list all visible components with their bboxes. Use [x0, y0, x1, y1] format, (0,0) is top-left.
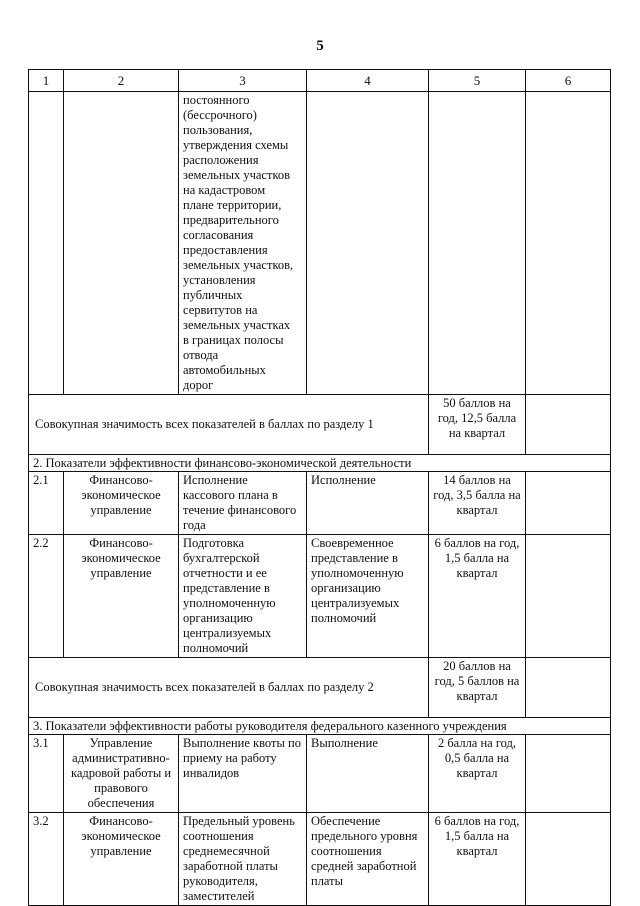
cell-note — [526, 535, 611, 658]
header-col-1: 1 — [29, 70, 64, 92]
indicators-table — [28, 69, 611, 906]
cell-responsible: Финансово-экономическое управление — [64, 535, 179, 658]
cell-num — [29, 92, 64, 395]
total-label: Совокупная значимость всех показателей в баллах по разделу 2 — [29, 658, 429, 718]
cell-criterion — [307, 92, 429, 395]
section-header-2 — [29, 455, 611, 472]
page-number: 5 — [316, 38, 324, 54]
cell-note — [526, 395, 611, 455]
cell-responsible: Финансово-экономическое управление — [64, 472, 179, 535]
cell-responsible — [64, 92, 179, 395]
cell-num: 3.1 — [29, 735, 64, 813]
table-row-3-1 — [29, 735, 611, 813]
header-col-2: 2 — [64, 70, 179, 92]
cell-criterion: Выполнение — [307, 735, 429, 813]
cell-indicator: постоянного (бессрочного) пользования, утверждения схемы расположения земельных участков на кадастровом плане территории, предварительного согласования предоставления земельных участков, установления публичных сервитутов на земельных участках в границах полосы отвода автомобильных дорог — [179, 92, 307, 395]
table-row-2-1 — [29, 472, 611, 535]
cell-note — [526, 472, 611, 535]
section-header-3 — [29, 718, 611, 735]
cell-points: 14 баллов на год, 3,5 балла на квартал — [429, 472, 526, 535]
header-col-4: 4 — [307, 70, 429, 92]
header-col-5: 5 — [429, 70, 526, 92]
table-row-2-2 — [29, 535, 611, 658]
cell-criterion: Обеспечение предельного уровня соотношения средней заработной платы — [307, 813, 429, 906]
table-row-continuation — [29, 92, 611, 395]
cell-points: 2 балла на год, 0,5 балла на квартал — [429, 735, 526, 813]
cell-indicator: Выполнение квоты по приему на работу инвалидов — [179, 735, 307, 813]
header-col-3: 3 — [179, 70, 307, 92]
cell-num: 2.1 — [29, 472, 64, 535]
total-value: 50 баллов на год, 12,5 балла на квартал — [429, 395, 526, 455]
cell-responsible: Управление административно-кадровой работы и правового обеспечения — [64, 735, 179, 813]
cell-points — [429, 92, 526, 395]
cell-responsible: Финансово-экономическое управление — [64, 813, 179, 906]
cell-note — [526, 735, 611, 813]
cell-note — [526, 92, 611, 395]
cell-indicator: Подготовка бухгалтерской отчетности и ее представление в уполномоченную организацию централизуемых полномочий — [179, 535, 307, 658]
header-col-6: 6 — [526, 70, 611, 92]
cell-points: 6 баллов на год, 1,5 балла на квартал — [429, 535, 526, 658]
cell-indicator: Исполнение кассового плана в течение финансового года — [179, 472, 307, 535]
total-label: Совокупная значимость всех показателей в баллах по разделу 1 — [29, 395, 429, 455]
cell-points: 6 баллов на год, 1,5 балла на квартал — [429, 813, 526, 906]
total-row-section-2 — [29, 658, 611, 718]
cell-criterion: Своевременное представление в уполномоченную организацию централизуемых полномочий — [307, 535, 429, 658]
table-row-3-2 — [29, 813, 611, 906]
total-row-section-1 — [29, 395, 611, 455]
cell-indicator: Предельный уровень соотношения среднемесячной заработной платы руководителя, заместителей — [179, 813, 307, 906]
total-value: 20 баллов на год, 5 баллов на квартал — [429, 658, 526, 718]
table-header-row — [29, 70, 611, 92]
section-title: 2. Показатели эффективности финансово-экономической деятельности — [29, 455, 611, 472]
cell-note — [526, 813, 611, 906]
cell-num: 2.2 — [29, 535, 64, 658]
cell-criterion: Исполнение — [307, 472, 429, 535]
cell-num: 3.2 — [29, 813, 64, 906]
section-title: 3. Показатели эффективности работы руководителя федерального казенного учреждения — [29, 718, 611, 735]
cell-note — [526, 658, 611, 718]
